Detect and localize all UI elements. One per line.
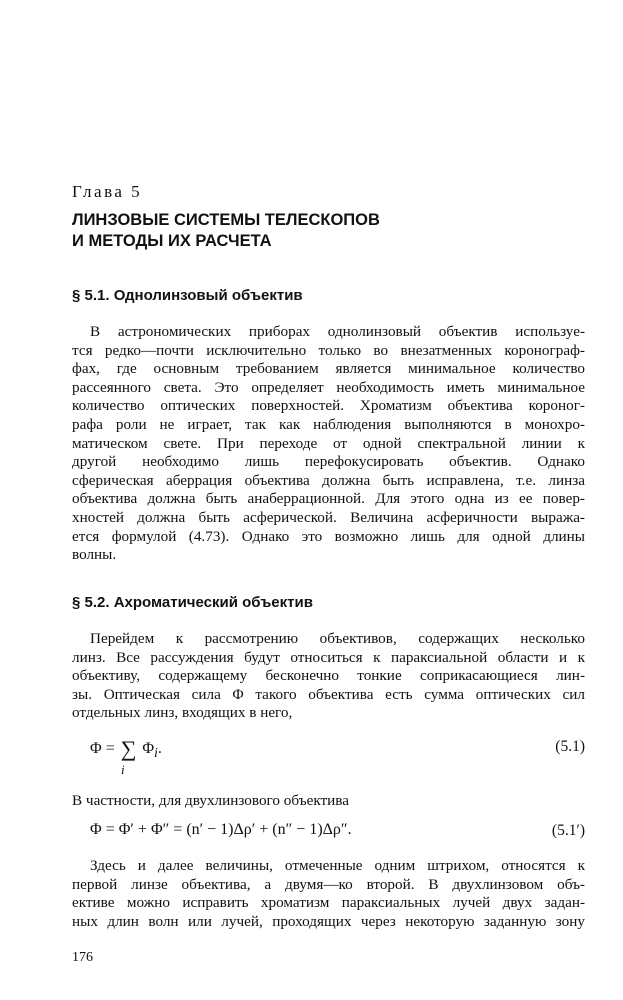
text-line: тся редко—почти исключительно только во внезатменных коронограф- [72, 341, 585, 359]
equation-lhs: Φ = [90, 740, 119, 757]
final-paragraph [72, 857, 585, 931]
text-line: В частности, для двухлинзового объектива [72, 792, 349, 809]
chapter-title-line: ЛИНЗОВЫЕ СИСТЕМЫ ТЕЛЕСКОПОВ [72, 211, 380, 229]
summation-index: i [121, 762, 125, 777]
text-line: хностей должна быть асферической. Величина асферичности выража- [72, 508, 585, 526]
equation-period: . [157, 740, 162, 757]
chapter-title-line: И МЕТОДЫ ИХ РАСЧЕТА [72, 232, 272, 250]
text-line: отдельных линз, входящих в него, [72, 704, 293, 722]
text-line: линз. Все рассуждения будут относиться к параксиальной области и к [72, 648, 585, 666]
text-line: сферическая аберрация объектива должна быть исправлена, т.е. линза [72, 471, 585, 489]
text-line: ется формулой (4.73). Однако это возможно лишь для одной длины [72, 527, 585, 545]
summation-symbol: ∑ [120, 736, 137, 761]
text-line: количество оптических поверхностей. Хроматизм объектива короног- [72, 397, 585, 415]
equation-number: (5.1′) [551, 822, 585, 839]
text-line: объективу, содержащему бесконечно тонкие соприкасающиеся лин- [72, 667, 585, 685]
equation-rhs: Φ [142, 740, 155, 757]
text-line: зы. Оптическая сила Φ такого объектива есть сумма оптических сил [72, 685, 585, 703]
equation-5-1-prime: Φ = Φ′ + Φ″ = (n′ − 1)Δρ′ + (n″ − 1)Δρ″. [90, 821, 352, 838]
text-line: В астрономических приборах однолинзовый объектив используе- [90, 323, 585, 340]
text-line: рафа роли не играет, так как наблюдения выполняются в монохро- [72, 415, 585, 433]
transition-paragraph [72, 792, 585, 811]
text-line: фах, где основным требованием является минимальное количество [72, 360, 585, 378]
section-heading: § 5.1. Однолинзовый объектив [72, 287, 303, 304]
text-line: другой необходимо лишь перефокусировать объектив. Однако [72, 453, 585, 471]
page-number: 176 [72, 950, 93, 965]
chapter-label: Глава 5 [72, 182, 143, 201]
text-line: ективе можно исправить хроматизм параксиальных лучей двух задан- [72, 894, 585, 912]
text-line: рассеянного света. Это определяет необходимость иметь минимальное [72, 378, 585, 396]
section-2-paragraph [72, 630, 585, 723]
chapter-title [72, 210, 380, 252]
text-line: Здесь и далее величины, отмеченные одним штрихом, относятся к [90, 857, 585, 874]
equation-subscript: i [154, 745, 158, 761]
text-line: матическом свете. При переходе от одной спектральной линии к [72, 434, 585, 452]
text-line: ных длин волн или лучей, проходящих через некоторую заданную зону [72, 912, 585, 930]
text-line: первой линзе объектива, а двумя—ко второй. В двухлинзовом объ- [72, 875, 585, 893]
text-line: Перейдем к рассмотрению объективов, содержащих несколько [90, 630, 585, 647]
equation-number: (5.1) [555, 738, 585, 755]
text-line: объектива должна быть анаберрационной. Для этого одна из ее повер- [72, 490, 585, 508]
section-heading: § 5.2. Ахроматический объектив [72, 594, 313, 611]
equation-5-1 [90, 736, 162, 777]
text-line: волны. [72, 546, 117, 564]
section-1-paragraph [72, 323, 585, 565]
